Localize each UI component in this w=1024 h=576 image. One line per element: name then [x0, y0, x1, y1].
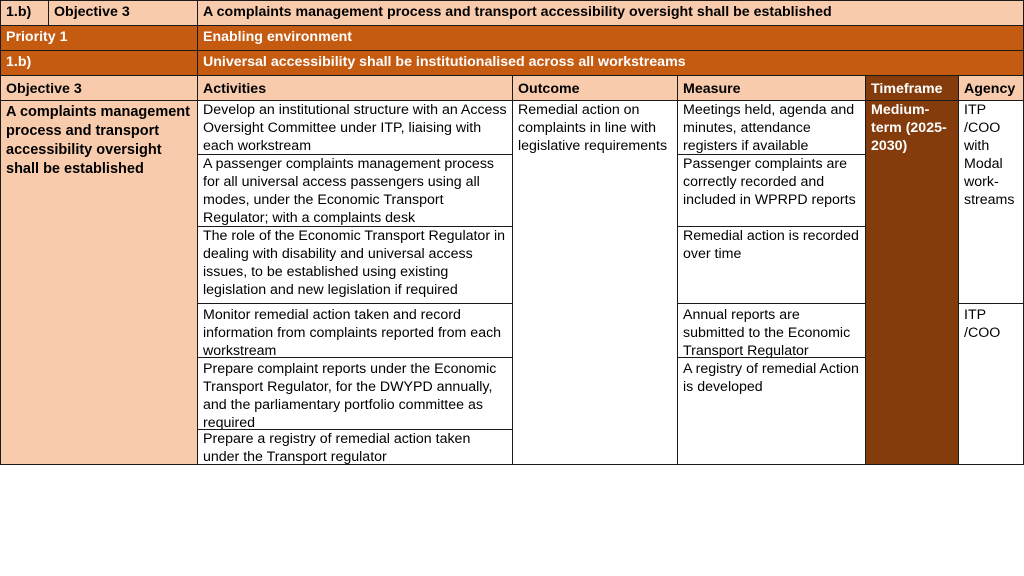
agency-1: ITP /COO with Modal work-streams: [959, 101, 1024, 304]
outcome-cell: Remedial action on complaints in line with legislative requirements: [513, 101, 678, 465]
environment-cell: Enabling environment: [198, 26, 1024, 51]
header-outcome: Outcome: [513, 76, 678, 101]
measure-5: A registry of remedial Action is developed: [678, 358, 866, 465]
header-timeframe: Timeframe: [866, 76, 959, 101]
measure-4: Annual reports are submitted to the Economic Transport Regulator: [678, 304, 866, 358]
row1-objective-label: Objective 3: [49, 1, 198, 26]
activity-6: Prepare a registry of remedial action taken under the Transport regulator: [198, 430, 513, 465]
objective-description: A complaints management process and transport accessibility oversight shall be established: [1, 101, 198, 465]
header-measure: Measure: [678, 76, 866, 101]
activity-1: Develop an institutional structure with an Access Oversight Committee under ITP, liaising with each workstream: [198, 101, 513, 155]
activity-5: Prepare complaint reports under the Economic Transport Regulator, for the DWYPD annually, and the parliamentary portfolio committee as required: [198, 358, 513, 430]
measure-1: Meetings held, agenda and minutes, attendance registers if available: [678, 101, 866, 155]
measure-2: Passenger complaints are correctly recorded and included in WPRPD reports: [678, 155, 866, 227]
row3-statement: Universal accessibility shall be institutionalised across all workstreams: [198, 51, 1024, 76]
timeframe-cell: Medium-term (2025-2030): [866, 101, 959, 465]
header-objective: Objective 3: [1, 76, 198, 101]
row3-code: 1.b): [1, 51, 198, 76]
measure-3: Remedial action is recorded over time: [678, 227, 866, 304]
activity-2: A passenger complaints management process for all universal access passengers using all modes, under the Economic Transport Regulator; with a complaints desk: [198, 155, 513, 227]
header-agency: Agency: [959, 76, 1024, 101]
row1-code: 1.b): [1, 1, 49, 26]
row1-objective-title: A complaints management process and transport accessibility oversight shall be established: [198, 1, 1024, 26]
priority-cell: Priority 1: [1, 26, 198, 51]
activity-3: The role of the Economic Transport Regulator in dealing with disability and universal access issues, to be established using existing legislation and new legislation if required: [198, 227, 513, 304]
activity-4: Monitor remedial action taken and record information from complaints reported from each workstream: [198, 304, 513, 358]
agency-2: ITP /COO: [959, 304, 1024, 465]
header-activities: Activities: [198, 76, 513, 101]
